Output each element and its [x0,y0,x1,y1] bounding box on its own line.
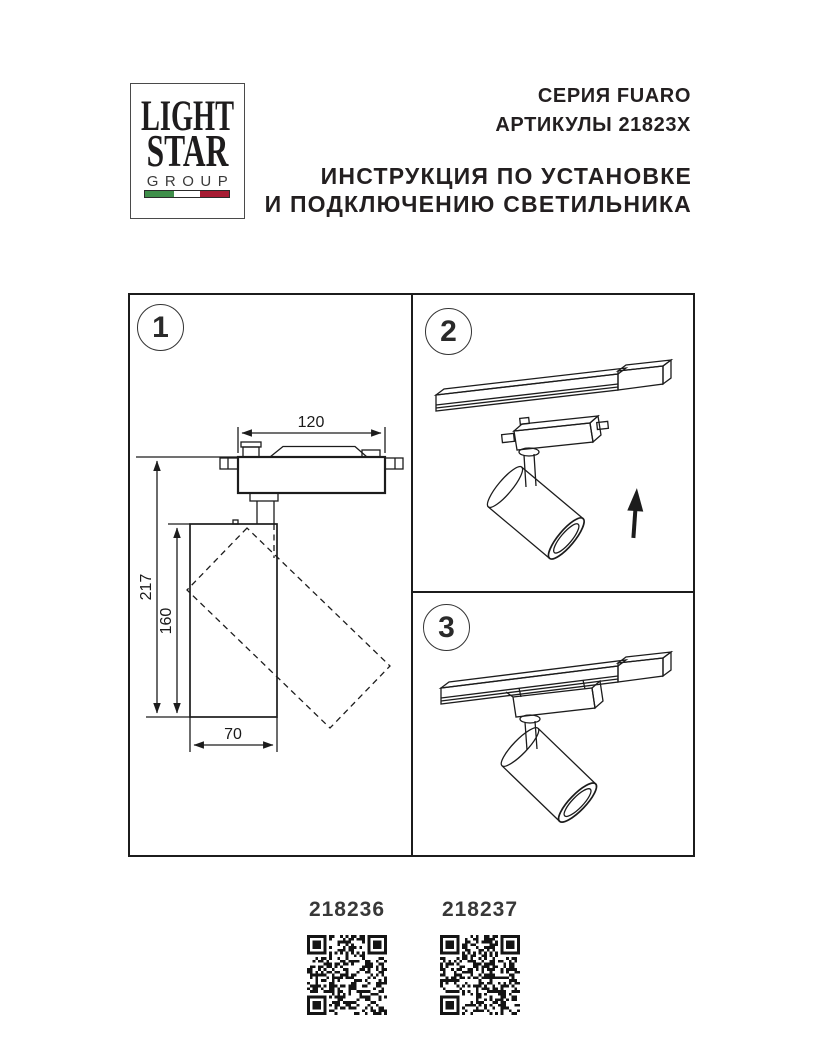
product-code-label: 218237 [441,898,519,921]
series-block [495,82,691,140]
step1-dimension-drawing [136,414,403,752]
step3-mounted-drawing [441,652,671,827]
logo-word-star: STAR [146,126,229,176]
step-number-1 [137,304,184,351]
arrow-up-icon [625,488,644,539]
flag-white-segment [174,191,199,197]
dim-label-160: 160 [158,607,175,635]
step-1-label: 1 [152,310,169,344]
step-2-label: 2 [440,314,457,348]
step-number-3 [423,604,470,651]
product-218236 [306,898,388,1015]
dim-label-217: 217 [138,573,155,601]
instruction-panel [128,293,695,857]
step-number-2 [425,308,472,355]
panel-horizontal-divider [412,591,693,593]
dim-label-120: 120 [297,414,325,431]
articles-line: АРТИКУЛЫ 21823X [495,114,691,136]
qr-code [307,935,387,1015]
logo-word-group: GROUP [146,173,235,190]
dim-label-70: 70 [224,726,242,743]
flag-red-segment [200,191,229,197]
italian-flag-bar [144,190,230,198]
flag-green-segment [145,191,174,197]
title-line-1: ИНСТРУКЦИЯ ПО УСТАНОВКЕ [320,163,692,189]
lightstar-logo [130,83,245,219]
panel-vertical-divider [411,295,413,855]
step2-mounting-drawing [436,360,671,563]
product-code-label: 218236 [308,898,386,921]
page-title [265,162,692,218]
step-3-label: 3 [438,610,455,644]
qr-code [440,935,520,1015]
series-line: СЕРИЯ FUARO [537,85,691,107]
logo-word-light: LIGHT [140,92,235,140]
title-line-2: И ПОДКЛЮЧЕНИЮ СВЕТИЛЬНИКА [264,191,692,217]
product-218237 [439,898,521,1015]
